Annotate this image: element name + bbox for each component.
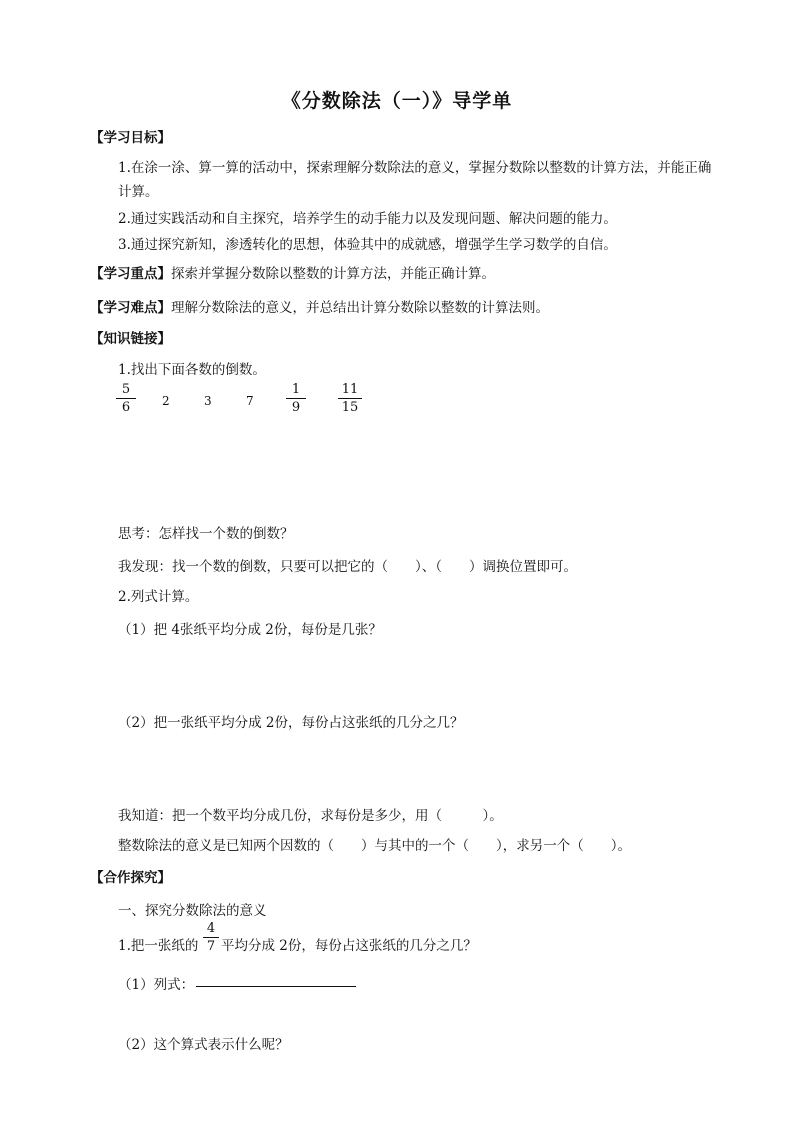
explore-question-1-suffix: 平均分成 2份，每份占这张纸的几分之几？ bbox=[221, 938, 477, 954]
difficulty-row bbox=[90, 296, 549, 316]
fraction-numerator: 11 bbox=[341, 382, 359, 397]
know-statement: 我知道：把一个数平均分成几份，求每份是多少，用（ ）。 bbox=[118, 808, 503, 824]
goal-item-3: 3.通过探究新知，渗透转化的思想，体验其中的成就感，增强学生学习数学的自信。 bbox=[118, 237, 617, 253]
key-point-heading: 【学习重点】 bbox=[90, 266, 171, 282]
page-title: 《分数除法（一）》导学单 bbox=[281, 90, 513, 112]
think-question: 思考：怎样找一个数的倒数？ bbox=[118, 526, 294, 542]
key-point-row bbox=[90, 262, 495, 282]
explore-heading: 【合作探究】 bbox=[90, 870, 171, 886]
explore-part-1-label: （1）列式： bbox=[118, 977, 195, 993]
fraction-11-15 bbox=[336, 382, 364, 415]
fraction-bar bbox=[338, 398, 362, 399]
goals-heading: 【学习目标】 bbox=[90, 130, 171, 146]
fraction-numerator: 4 bbox=[206, 921, 216, 936]
knowledge-question-2: 2.列式计算。 bbox=[118, 589, 199, 605]
integer-2: 2 bbox=[162, 394, 170, 408]
knowledge-heading: 【知识链接】 bbox=[90, 331, 171, 347]
fraction-denominator: 9 bbox=[291, 400, 301, 415]
fraction-numerator: 1 bbox=[291, 382, 301, 397]
question-2-part-2: （2）把一张纸平均分成 2份，每份占这张纸的几分之几？ bbox=[118, 715, 464, 731]
found-statement: 我发现：找一个数的倒数，只要可以把它的（ ）、（ ）调换位置即可。 bbox=[118, 559, 577, 575]
goal-item-1-line-2: 计算。 bbox=[118, 184, 159, 200]
fraction-numerator: 5 bbox=[121, 382, 131, 397]
fraction-5-6 bbox=[114, 382, 138, 415]
fraction-bar bbox=[286, 398, 306, 399]
explore-subsection-1: 一、探究分数除法的意义 bbox=[118, 903, 267, 919]
goal-item-2: 2.通过实践活动和自主探究，培养学生的动手能力以及发现问题、解决问题的能力。 bbox=[118, 211, 617, 227]
fraction-4-7 bbox=[201, 921, 221, 954]
fraction-denominator: 15 bbox=[341, 400, 359, 415]
question-2-part-1: （1）把 4张纸平均分成 2份，每份是几张？ bbox=[118, 622, 382, 638]
explore-question-1-prefix: 1.把一张纸的 bbox=[118, 938, 199, 954]
fraction-bar bbox=[203, 937, 219, 938]
goal-item-1-line-1: 1.在涂一涂、算一算的活动中，探索理解分数除法的意义，掌握分数除以整数的计算方法，并能正确 bbox=[118, 160, 712, 176]
explore-part-2: （2）这个算式表示什么呢？ bbox=[118, 1037, 289, 1053]
division-meaning: 整数除法的意义是已知两个因数的（ ）与其中的一个（ ），求另一个（ ）。 bbox=[118, 838, 631, 854]
integer-7: 7 bbox=[246, 394, 254, 408]
answer-blank-line[interactable] bbox=[196, 986, 356, 987]
integer-3: 3 bbox=[204, 394, 212, 408]
fraction-denominator: 6 bbox=[121, 400, 131, 415]
key-point-text: 探索并掌握分数除以整数的计算方法，并能正确计算。 bbox=[171, 266, 495, 282]
fraction-bar bbox=[116, 398, 136, 399]
fraction-denominator: 7 bbox=[206, 939, 216, 954]
difficulty-text: 理解分数除法的意义，并总结出计算分数除以整数的计算法则。 bbox=[171, 300, 549, 316]
difficulty-heading: 【学习难点】 bbox=[90, 300, 171, 316]
fraction-1-9 bbox=[284, 382, 308, 415]
knowledge-question-1: 1.找出下面各数的倒数。 bbox=[118, 362, 266, 378]
